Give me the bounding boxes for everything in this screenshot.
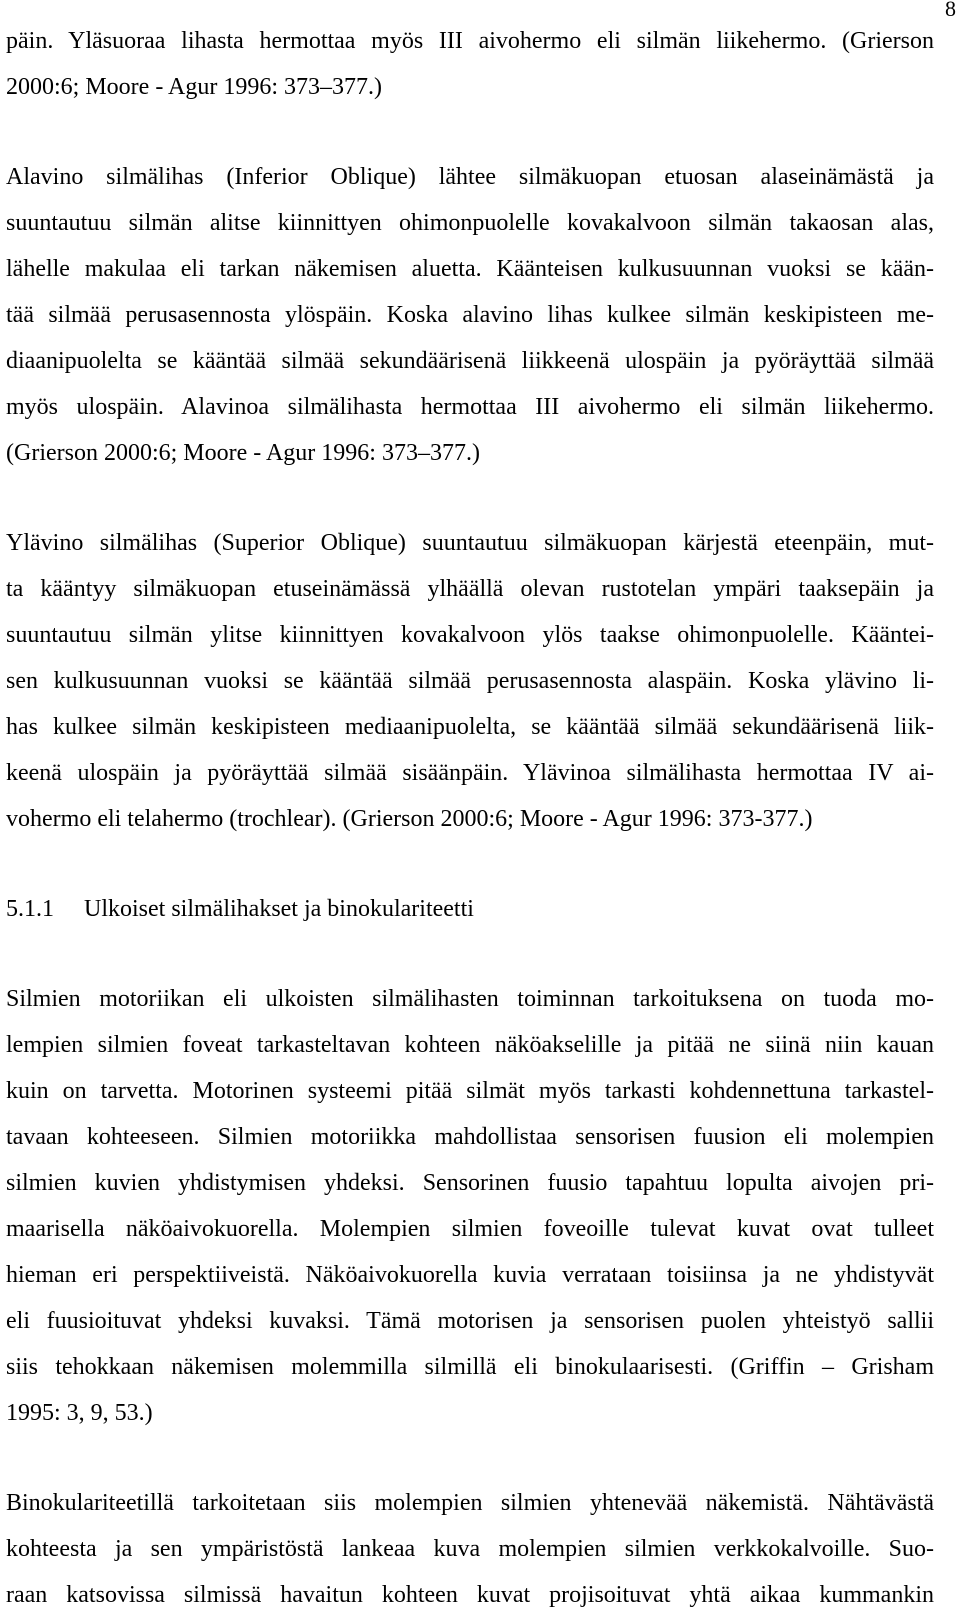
text-line: Silmien motoriikan eli ulkoisten silmälihasten toiminnan tarkoituksena on tuoda mo- [6, 986, 934, 1012]
paragraph [6, 1480, 934, 1618]
text-line: Binokulariteetillä tarkoitetaan siis molempien silmien yhtenevää näkemistä. Nähtävästä [6, 1490, 934, 1516]
paragraph [6, 976, 934, 1436]
paragraph [6, 154, 934, 476]
text-line: eli fuusioituvat yhdeksi kuvaksi. Tämä motorisen ja sensorisen puolen yhteistyö sallii [6, 1308, 934, 1334]
paragraph-gap [6, 476, 934, 520]
text-line: silmien kuvien yhdistymisen yhdeksi. Sensorinen fuusio tapahtuu lopulta aivojen pri- [6, 1170, 934, 1196]
text-line: sen kulkusuunnan vuoksi se kääntää silmää perusasennosta alaspäin. Koska ylävino li- [6, 668, 934, 694]
paragraph-gap [6, 932, 934, 976]
section-number: 5.1.1 [6, 896, 54, 922]
text-line: ta kääntyy silmäkuopan etuseinämässä ylhäällä olevan rustotelan ympäri taaksepäin ja [6, 576, 934, 602]
text-line: has kulkee silmän keskipisteen mediaanipuolelta, se kääntää silmää sekundäärisenä liik- [6, 714, 934, 740]
text-line: kuin on tarvetta. Motorinen systeemi pitää silmät myös tarkasti kohdennettuna tarkastel- [6, 1078, 934, 1104]
paragraph-gap [6, 842, 934, 886]
section-title: Ulkoiset silmälihakset ja binokulariteetti [84, 896, 474, 922]
text-line: myös ulospäin. Alavinoa silmälihasta hermottaa III aivohermo eli silmän liikehermo. [6, 394, 934, 420]
paragraph-gap [6, 110, 934, 154]
text-line: 2000:6; Moore - Agur 1996: 373–377.) [6, 74, 382, 100]
text-line: Alavino silmälihas (Inferior Oblique) lähtee silmäkuopan etuosan alaseinämästä ja [6, 164, 934, 190]
text-line: lähelle makulaa eli tarkan näkemisen aluetta. Käänteisen kulkusuunnan vuoksi se kään- [6, 256, 934, 282]
paragraph [6, 18, 934, 110]
text-line: Ylävino silmälihas (Superior Oblique) suuntautuu silmäkuopan kärjestä eteenpäin, mut- [6, 530, 934, 556]
text-line: siis tehokkaan näkemisen molemmilla silmillä eli binokulaarisesti. (Griffin – Grisham [6, 1354, 934, 1380]
text-line: 1995: 3, 9, 53.) [6, 1400, 153, 1426]
text-line: vohermo eli telahermo (trochlear). (Grierson 2000:6; Moore - Agur 1996: 373-377.) [6, 806, 813, 832]
text-line: kohteesta ja sen ympäristöstä lankeaa kuva molempien silmien verkkokalvoille. Suo- [6, 1536, 934, 1562]
text-line: tää silmää perusasennosta ylöspäin. Koska alavino lihas kulkee silmän keskipisteen me- [6, 302, 934, 328]
page-number: 8 [945, 0, 956, 21]
text-line: diaanipuolelta se kääntää silmää sekundäärisenä liikkeenä ulospäin ja pyöräyttää silmää [6, 348, 934, 374]
text-line: suuntautuu silmän alitse kiinnittyen ohimonpuolelle kovakalvoon silmän takaosan alas, [6, 210, 934, 236]
text-line: lempien silmien foveat tarkasteltavan kohteen näköakselille ja pitää ne siinä niin kauan [6, 1032, 934, 1058]
paragraph [6, 520, 934, 842]
text-line: maarisella näköaivokuorella. Molempien silmien foveoille tulevat kuvat ovat tulleet [6, 1216, 934, 1242]
text-line: raan katsovissa silmissä havaitun kohteen kuvat projisoituvat yhtä aikaa kummankin [6, 1582, 934, 1608]
text-line: päin. Yläsuoraa lihasta hermottaa myös III aivohermo eli silmän liikehermo. (Grierson [6, 28, 934, 54]
text-line: hieman eri perspektiiveistä. Näköaivokuorella kuvia verrataan toisiinsa ja ne yhdistyvät [6, 1262, 934, 1288]
text-line: suuntautuu silmän ylitse kiinnittyen kovakalvoon ylös taakse ohimonpuolelle. Kääntei- [6, 622, 934, 648]
text-line: keenä ulospäin ja pyöräyttää silmää sisäänpäin. Ylävinoa silmälihasta hermottaa IV ai- [6, 760, 934, 786]
text-line: (Grierson 2000:6; Moore - Agur 1996: 373–377.) [6, 440, 480, 466]
text-line: tavaan kohteeseen. Silmien motoriikka mahdollistaa sensorisen fuusion eli molempien [6, 1124, 934, 1150]
document-body [6, 18, 934, 1618]
section-heading [6, 886, 934, 932]
paragraph-gap [6, 1436, 934, 1480]
